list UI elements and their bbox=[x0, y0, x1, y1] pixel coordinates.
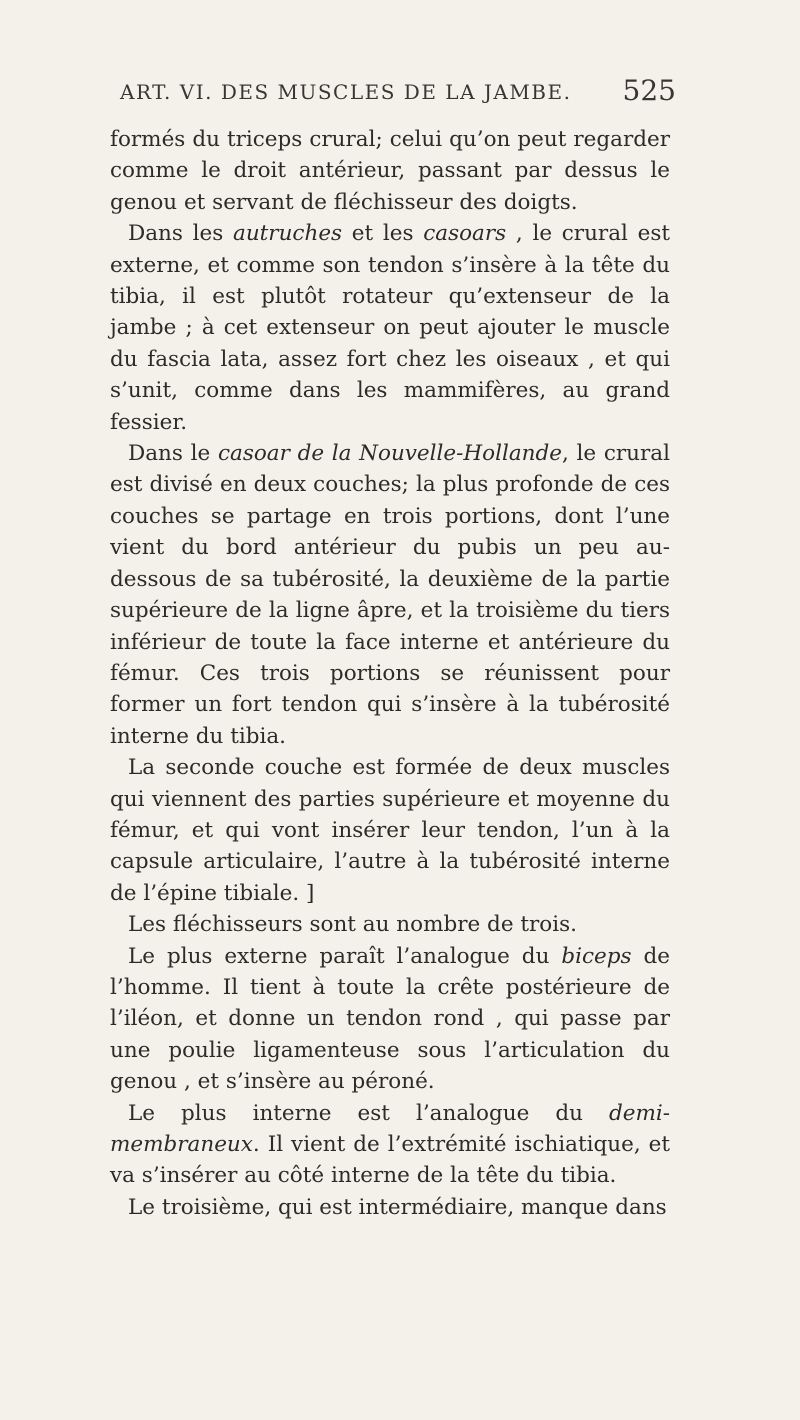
italic-term: casoars bbox=[423, 221, 507, 247]
text-run: Le plus interne est l’analogue du bbox=[128, 1100, 609, 1126]
paragraph bbox=[110, 124, 670, 218]
paragraph bbox=[110, 1098, 670, 1192]
text-run: La seconde couche est formée de deux muscles qui viennent des parties supérieure et moyenne du fémur, et qui vont insérer leur tendon, l’un à la capsule articulaire, l’autre à la tubérosité interne de l’épine tibiale. ] bbox=[110, 755, 670, 906]
paragraph bbox=[110, 438, 670, 752]
page-number: 525 bbox=[622, 74, 676, 107]
text-run: Le troisième, qui est intermédiaire, manque dans bbox=[128, 1194, 667, 1220]
text-run: Le plus externe paraît l’analogue du bbox=[128, 943, 562, 969]
italic-term: autruches bbox=[233, 221, 343, 247]
paragraph bbox=[110, 941, 670, 1098]
text-run: Dans le bbox=[128, 441, 218, 467]
text-run: Dans les bbox=[128, 221, 233, 247]
text-run: de l’homme. Il tient à toute la crête postérieure de l’iléon, et donne un tendon rond , qui passe par une poulie ligamenteuse sous l’articulation du genou , et s’insère au péroné. bbox=[110, 943, 670, 1095]
italic-term: demi-membraneux bbox=[110, 1100, 670, 1157]
body-text bbox=[110, 124, 670, 1223]
running-head-title: ART. VI. DES MUSCLES DE LA JAMBE. bbox=[120, 80, 572, 104]
paragraph bbox=[110, 909, 670, 940]
text-run: formés du triceps crural; celui qu’on peut regarder comme le droit antérieur, passant par dessus le genou et servant de fléchisseur des doigts. bbox=[110, 127, 670, 215]
italic-term: casoar de la Nouvelle-Hollande bbox=[217, 441, 562, 467]
paragraph bbox=[110, 752, 670, 909]
paragraph bbox=[110, 1192, 670, 1223]
text-run: , le crural est externe, et comme son tendon s’insère à la tête du tibia, il est plutôt rotateur qu’extenseur de la jambe ; à cet extenseur on peut ajouter le muscle du fascia lata, assez fort chez les oiseaux , et qui s’unit, comme dans les mammifères, au grand fessier. bbox=[110, 221, 671, 435]
paragraph bbox=[110, 218, 670, 438]
running-head bbox=[110, 74, 676, 120]
text-run: . Il vient de l’extrémité ischiatique, et va s’insérer au côté interne de la tête du tibia. bbox=[110, 1132, 670, 1189]
text-run: Les fléchisseurs sont au nombre de trois. bbox=[128, 912, 577, 938]
italic-term: biceps bbox=[561, 943, 632, 969]
text-run: et les bbox=[342, 221, 424, 247]
text-run: , le crural est divisé en deux couches; la plus profonde de ces couches se partage en trois portions, dont l’une vient du bord antérieur du pubis un peu au-dessous de sa tubérosité, la deuxième de la partie supérieure de la ligne âpre, et la troisième du tiers inférieur de toute la face interne et antérieure du fémur. Ces trois portions se réunissent pour former un fort tendon qui s’insère à la tubérosité interne du tibia. bbox=[110, 441, 670, 749]
